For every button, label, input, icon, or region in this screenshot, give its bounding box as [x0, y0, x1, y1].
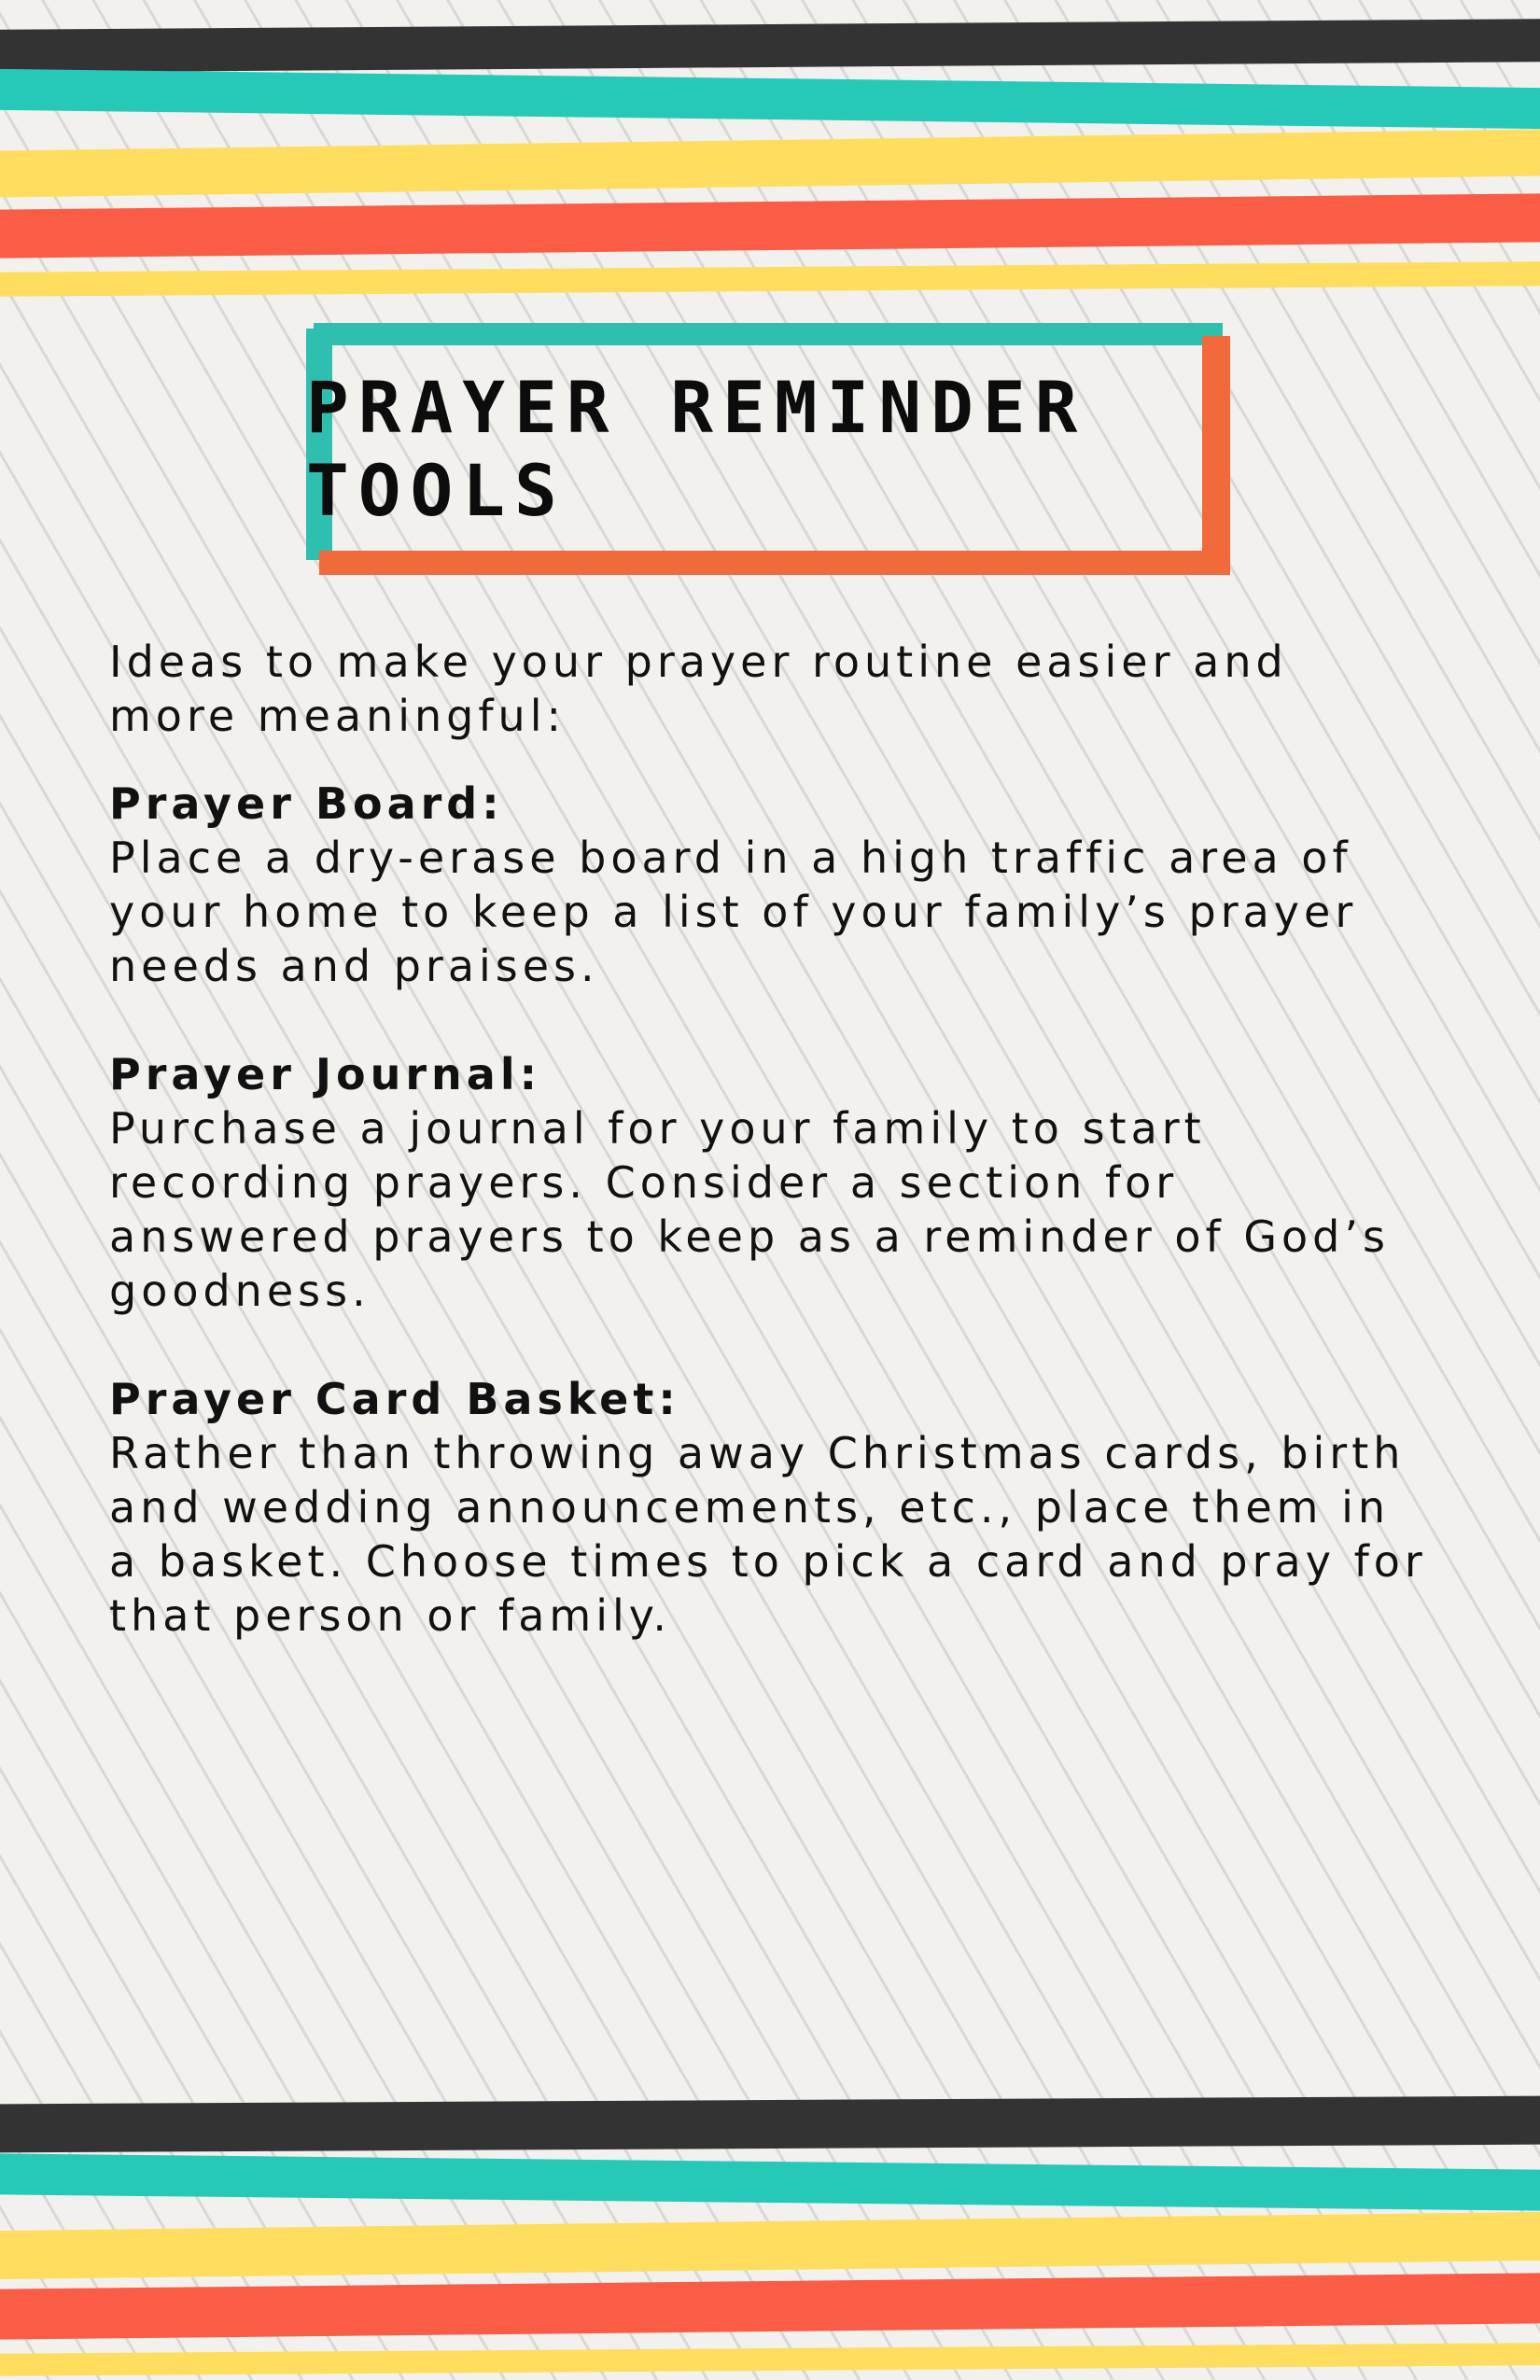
- section-prayer-journal: [109, 1047, 1435, 1318]
- stripe-teal: [0, 2153, 1540, 2211]
- section-heading: Prayer Card Basket:: [109, 1374, 680, 1424]
- section-body: Place a dry-erase board in a high traffic area of your home to keep a list of your family’s prayer needs and praises.: [109, 833, 1358, 991]
- section-body: Purchase a journal for your family to start recording prayers. Consider a section for answered prayers to keep as a reminder of God’s goodness.: [109, 1103, 1390, 1316]
- stripe-yellow: [0, 2211, 1540, 2279]
- stripe-coral: [0, 2273, 1540, 2340]
- section-prayer-board: [109, 777, 1435, 993]
- top-stripes: [0, 0, 1540, 308]
- page-title: PRAYER REMINDER TOOLS: [306, 366, 1087, 532]
- stripe-yellow: [0, 2343, 1540, 2376]
- stripe-yellow: [0, 261, 1540, 297]
- section-prayer-card-basket: [109, 1372, 1435, 1643]
- stripe-yellow: [0, 129, 1540, 198]
- stripe-charcoal: [0, 2095, 1540, 2152]
- stripe-charcoal: [0, 19, 1540, 73]
- intro-text: Ideas to make your prayer routine easier and more meaningful:: [109, 637, 1288, 741]
- section-body: Rather than throwing away Christmas cards, birth and wedding announcements, etc., place them in a basket. Choose times to pick a card and pray for that person or family.: [109, 1428, 1427, 1641]
- stripe-coral: [0, 193, 1540, 259]
- section-heading: Prayer Board:: [109, 778, 504, 829]
- stripe-teal: [0, 68, 1540, 129]
- section-heading: Prayer Journal:: [109, 1049, 542, 1099]
- bottom-stripes: [0, 2081, 1540, 2380]
- content: [109, 635, 1435, 1697]
- title-frame: [306, 323, 1230, 575]
